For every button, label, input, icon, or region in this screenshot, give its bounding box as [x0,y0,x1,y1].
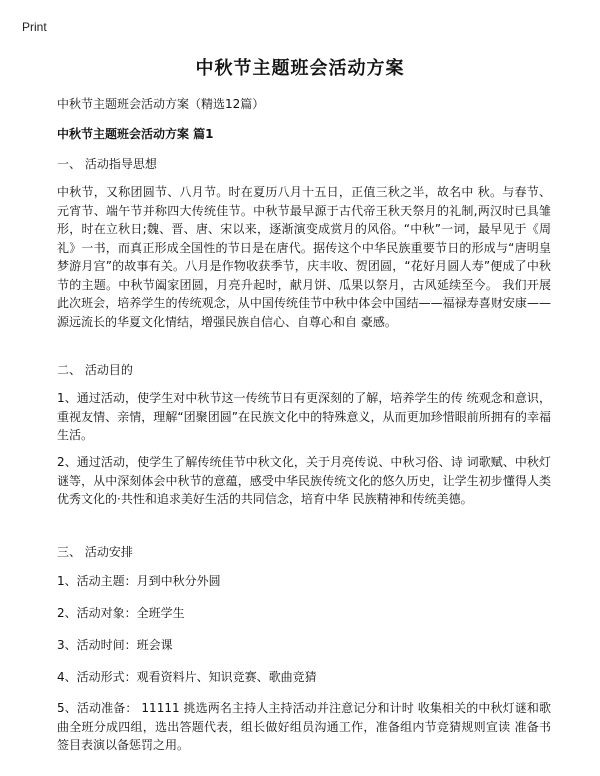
list-item-audience: 2、活动对象：全班学生 [57,606,185,620]
paragraph-guiding-idea: 中秋节，又称团圆节、八月节。时在夏历八月十五日，正值三秋之半，故名中 秋。与春节、元宵节、端午节并称四大传统佳节。中秋节最早源于古代帝王秋天祭月的礼制,两汉时已具雏形，时在立秋日;魏、晋、唐、宋以来，逐渐演变成赏月的风俗。“中秋”一词，最早见于《周礼》一书，而真正形成全国性的节日是在唐代。据传这个中华民族重要节日的形成与“唐明皇梦游月宫”的故事有关。八月是作物收获季节，庆丰收、贺团圆，“花好月圆人寿”便成了中秋节的主题。中秋节阖家团圆，月亮升起时，献月饼、瓜果以祭月，古风延续至今。 我们开展此次班会，培养学生的传统观念，从中国传统佳节中秋中体会中国结——福禄寿喜财安康——源远流长的华夏文化情结，增强民族自信心、自尊心和自 豪感。 [57,185,551,329]
print-label[interactable]: Print [22,20,47,34]
section-title: 中秋节主题班会活动方案 篇1 [57,127,214,141]
list-item-preparation: 5、活动准备： 11111 挑选两名主持人主持活动并注意记分和计时 收集相关的中秋灯谜和歌曲全班分成四组，选出答题代表，组长做好组员沟通工作，准备组内节竞猜规则宣读 准备书签目表演以备惩罚之用。 [57,701,551,752]
list-item-time: 3、活动时间：班会课 [57,638,173,652]
paragraph-purpose-1: 1、通过活动，使学生对中秋节这一传统节日有更深刻的了解，培养学生的传 统观念和意识，重视友情、亲情，理解“团聚团圆”在民族文化中的特殊意义，从而更加珍惜眼前所拥有的幸福生活。 [57,391,551,442]
page-title: 中秋节主题班会活动方案 [195,58,405,79]
heading-purpose: 二、 活动目的 [57,363,133,377]
heading-guiding-idea: 一、 活动指导思想 [57,157,157,171]
document-subtitle: 中秋节主题班会活动方案（精选12篇） [57,97,265,111]
heading-arrangement: 三、 活动安排 [57,545,133,559]
paragraph-purpose-2: 2、通过活动，使学生了解传统佳节中秋文化，关于月亮传说、中秋习俗、诗 词歌赋、中秋灯谜等，从中深刻体会中秋节的意蕴，感受中华民族传统文化的悠久历史，让学生初步懂得人类优秀文化的·共性和追求美好生活的共同信念，培育中华 民族精神和传统美德。 [57,455,551,506]
list-item-format: 4、活动形式：观看资料片、知识竞赛、歌曲竞猜 [57,670,317,684]
list-item-theme: 1、活动主题：月到中秋分外圆 [57,574,221,588]
